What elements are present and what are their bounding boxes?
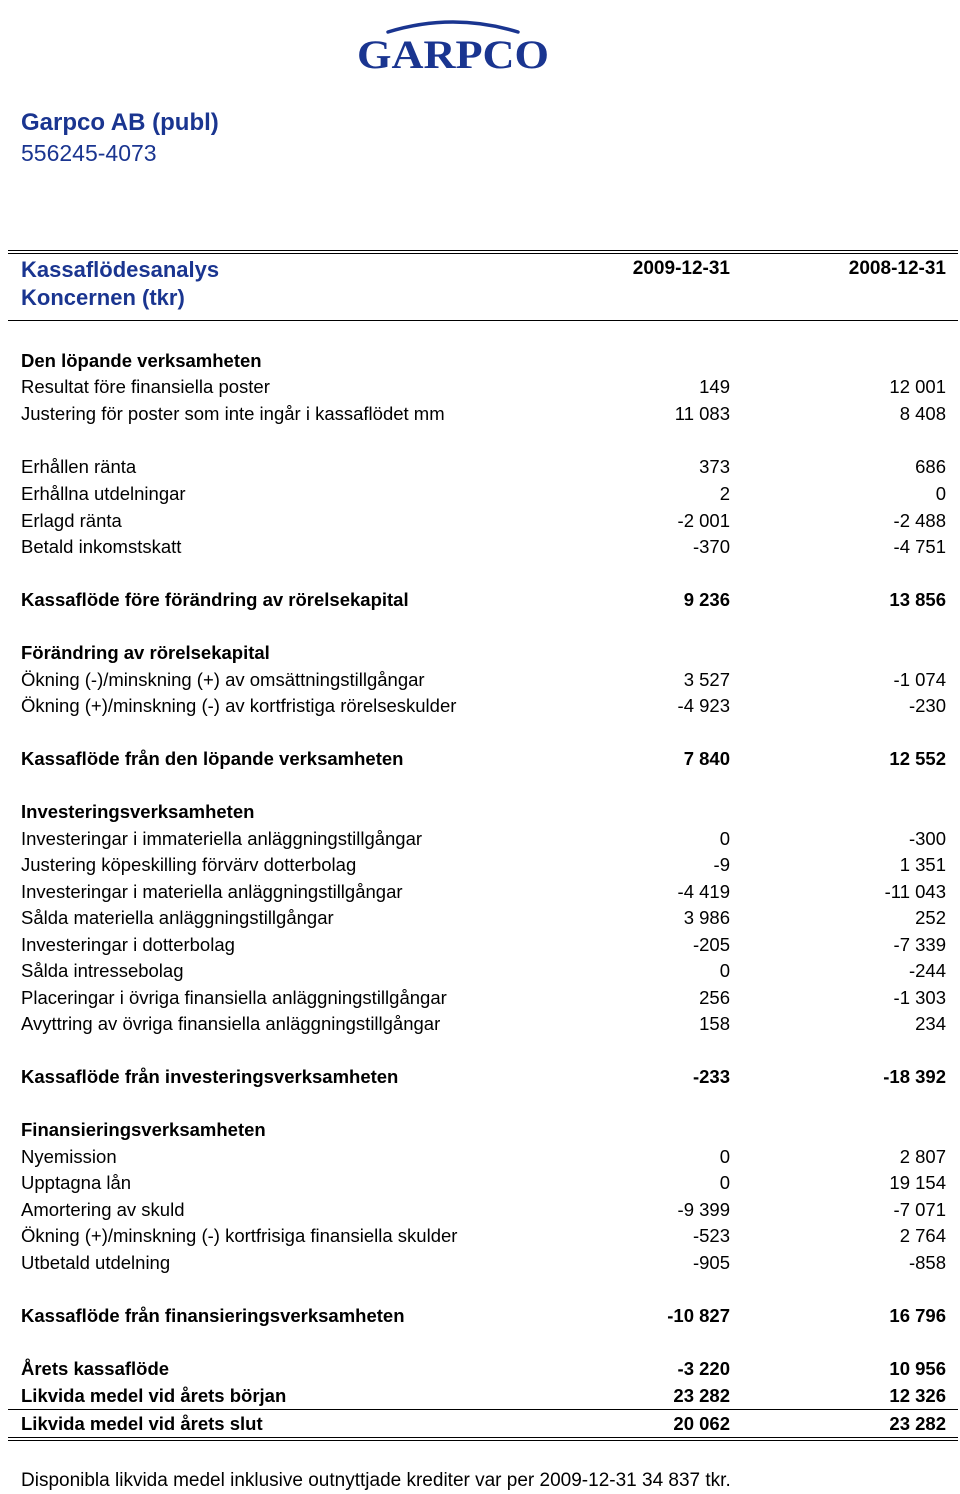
value-2008: -230 [908, 695, 946, 716]
row-label: Ökning (+)/minskning (-) av kortfristiga rörelseskulder [21, 695, 457, 716]
value-2008: 2 807 [899, 1146, 946, 1167]
company-block [21, 108, 219, 168]
value-2009: -233 [692, 1066, 730, 1087]
row-label: Nyemission [21, 1146, 117, 1167]
row-label: Resultat före finansiella poster [21, 376, 270, 397]
table-row [21, 932, 946, 958]
table-row [21, 1170, 946, 1196]
value-2009: 3 986 [683, 907, 730, 928]
value-2008: 8 408 [899, 403, 946, 424]
row-label: Ökning (-)/minskning (+) av omsättningstillgångar [21, 669, 425, 690]
value-2009: 256 [699, 987, 730, 1008]
subtotal-row [21, 1303, 946, 1329]
value-2008: -7 339 [893, 934, 946, 955]
table-row [21, 1250, 946, 1276]
value-2008: -1 074 [893, 669, 946, 690]
row-label: Kassaflöde från investeringsverksamheten [21, 1066, 399, 1087]
footer-note: Disponibla likvida medel inklusive outnyttjade krediter var per 2009-12-31 34 837 tkr. [21, 1470, 731, 1491]
value-2008: 13 856 [889, 589, 946, 610]
subtotal-row [21, 1383, 946, 1409]
table-row [21, 985, 946, 1011]
garpco-logo [348, 10, 558, 74]
section-heading-row [21, 799, 946, 825]
value-2008: 19 154 [889, 1172, 946, 1193]
row-label: Investeringar i materiella anläggningstillgångar [21, 881, 403, 902]
report-title-line2: Koncernen (tkr) [21, 285, 185, 310]
table-row [21, 905, 946, 931]
row-label: Kassaflöde från finansieringsverksamheten [21, 1305, 405, 1326]
table-row [21, 1223, 946, 1249]
table-row [21, 508, 946, 534]
row-label: Kassaflöde före förändring av rörelsekapital [21, 589, 409, 610]
subtotal-row [21, 587, 946, 613]
value-2009: 20 062 [673, 1413, 730, 1434]
row-label: Finansieringsverksamheten [21, 1119, 266, 1140]
table-row [21, 1011, 946, 1037]
value-2009: 158 [699, 1013, 730, 1034]
row-label: Avyttring av övriga finansiella anläggningstillgångar [21, 1013, 441, 1034]
value-2009: -2 001 [677, 510, 730, 531]
table-row [21, 879, 946, 905]
company-name: Garpco AB (publ) [21, 109, 219, 136]
value-2009: 373 [699, 456, 730, 477]
value-2009: 149 [699, 376, 730, 397]
value-2009: -205 [692, 934, 730, 955]
value-2008: -4 751 [893, 536, 946, 557]
row-label: Den löpande verksamheten [21, 350, 262, 371]
table-row [21, 1144, 946, 1170]
value-2009: 0 [719, 1146, 730, 1167]
closing-balance-bottom-rule [8, 1437, 958, 1441]
value-2009: 0 [719, 960, 730, 981]
row-label: Likvida medel vid årets början [21, 1385, 287, 1406]
section-heading-row [21, 1117, 946, 1143]
row-label: Ökning (+)/minskning (-) kortfrisiga finansiella skulder [21, 1225, 458, 1246]
subtotal-row [21, 1411, 946, 1437]
value-2009: 0 [719, 828, 730, 849]
value-2008: -7 071 [893, 1199, 946, 1220]
value-2008: -2 488 [893, 510, 946, 531]
row-label: Årets kassaflöde [21, 1358, 170, 1379]
row-label: Placeringar i övriga finansiella anläggningstillgångar [21, 987, 447, 1008]
value-2009: -905 [692, 1252, 730, 1273]
row-label: Investeringar i immateriella anläggningstillgångar [21, 828, 423, 849]
value-2009: -4 419 [677, 881, 730, 902]
value-2008: -1 303 [893, 987, 946, 1008]
value-2008: 0 [935, 483, 946, 504]
closing-balance-top-rule [8, 1409, 958, 1410]
row-label: Amortering av skuld [21, 1199, 185, 1220]
subtotal-row [21, 746, 946, 772]
value-2009: 2 [719, 483, 730, 504]
row-label: Kassaflöde från den löpande verksamheten [21, 748, 404, 769]
value-2009: 23 282 [673, 1385, 730, 1406]
row-label: Justering för poster som inte ingår i kassaflödet mm [21, 403, 445, 424]
row-label: Erhållna utdelningar [21, 483, 186, 504]
table-row [21, 852, 946, 878]
report-title [21, 256, 219, 312]
value-2008: 16 796 [889, 1305, 946, 1326]
value-2009: -370 [692, 536, 730, 557]
report-title-line1: Kassaflödesanalys [21, 257, 220, 282]
table-row [21, 693, 946, 719]
row-label: Investeringar i dotterbolag [21, 934, 235, 955]
table-row [21, 826, 946, 852]
value-2009: -10 827 [667, 1305, 730, 1326]
value-2008: -18 392 [883, 1066, 946, 1087]
value-2008: 234 [915, 1013, 946, 1034]
row-label: Likvida medel vid årets slut [21, 1413, 263, 1434]
section-heading-row [21, 640, 946, 666]
value-2008: 686 [915, 456, 946, 477]
value-2009: -9 399 [677, 1199, 730, 1220]
table-row [21, 401, 946, 427]
value-2008: 12 552 [889, 748, 946, 769]
table-row [21, 534, 946, 560]
row-label: Förändring av rörelsekapital [21, 642, 270, 663]
value-2008: 12 326 [889, 1385, 946, 1406]
value-2009: -9 [713, 854, 730, 875]
logo-wordmark: GARPCO [357, 32, 549, 74]
value-2008: -244 [908, 960, 946, 981]
row-label: Erlagd ränta [21, 510, 122, 531]
value-2008: 10 956 [889, 1358, 946, 1379]
row-label: Betald inkomstskatt [21, 536, 182, 557]
subtotal-row [21, 1356, 946, 1382]
value-2009: 11 083 [674, 403, 730, 424]
value-2008: -300 [908, 828, 946, 849]
value-2009: -523 [692, 1225, 730, 1246]
table-row [21, 667, 946, 693]
row-label: Investeringsverksamheten [21, 801, 255, 822]
subtotal-row [21, 1064, 946, 1090]
value-2008: 2 764 [899, 1225, 946, 1246]
value-2008: 1 351 [899, 854, 946, 875]
column-header-2008: 2008-12-31 [848, 258, 946, 279]
table-row [21, 1197, 946, 1223]
value-2008: -11 043 [884, 881, 946, 902]
value-2008: 252 [915, 907, 946, 928]
value-2009: 3 527 [683, 669, 730, 690]
table-row [21, 481, 946, 507]
value-2009: -4 923 [677, 695, 730, 716]
table-row [21, 374, 946, 400]
company-org-number: 556245-4073 [21, 140, 157, 166]
value-2009: 9 236 [683, 589, 730, 610]
value-2009: 7 840 [683, 748, 730, 769]
value-2009: 0 [719, 1172, 730, 1193]
row-label: Justering köpeskilling förvärv dotterbolag [21, 854, 357, 875]
section-heading-row [21, 348, 946, 374]
row-label: Sålda intressebolag [21, 960, 184, 981]
value-2008: -858 [908, 1252, 946, 1273]
value-2008: 23 282 [889, 1413, 946, 1434]
header-top-rule [8, 250, 958, 254]
value-2009: -3 220 [677, 1358, 730, 1379]
header-bottom-rule [8, 320, 958, 321]
row-label: Erhållen ränta [21, 456, 137, 477]
table-row [21, 454, 946, 480]
row-label: Utbetald utdelning [21, 1252, 171, 1273]
row-label: Upptagna lån [21, 1172, 132, 1193]
table-row [21, 958, 946, 984]
row-label: Sålda materiella anläggningstillgångar [21, 907, 334, 928]
value-2008: 12 001 [889, 376, 946, 397]
column-header-2009: 2009-12-31 [632, 258, 730, 279]
